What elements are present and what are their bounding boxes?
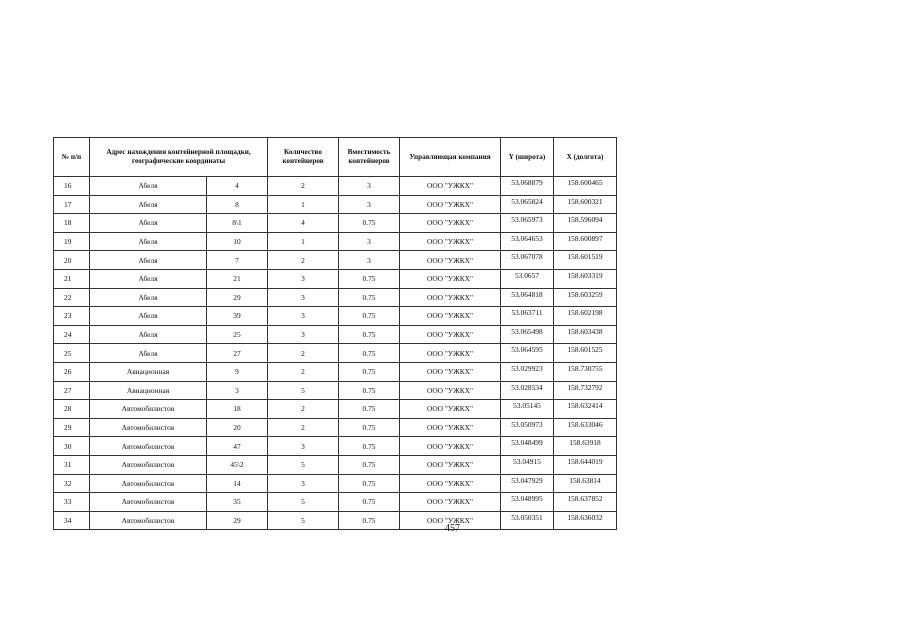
container-capacity: 3 bbox=[339, 251, 400, 270]
container-count: 5 bbox=[268, 455, 339, 474]
management-company: ООО "УЖКХ" bbox=[400, 400, 501, 419]
container-capacity: 0.75 bbox=[339, 325, 400, 344]
container-capacity: 0.75 bbox=[339, 437, 400, 456]
table-row bbox=[54, 418, 617, 437]
management-company: ООО "УЖКХ" bbox=[400, 474, 501, 493]
row-number: 27 bbox=[54, 381, 90, 400]
table-row bbox=[54, 437, 617, 456]
header-num: № п/п bbox=[54, 138, 90, 177]
management-company: ООО "УЖКХ" bbox=[400, 418, 501, 437]
management-company: ООО "УЖКХ" bbox=[400, 455, 501, 474]
management-company: ООО "УЖКХ" bbox=[400, 381, 501, 400]
management-company: ООО "УЖКХ" bbox=[400, 493, 501, 512]
house-number: 10 bbox=[207, 232, 268, 251]
container-count: 3 bbox=[268, 325, 339, 344]
container-capacity: 0.75 bbox=[339, 511, 400, 530]
management-company: ООО "УЖКХ" bbox=[400, 325, 501, 344]
row-number: 24 bbox=[54, 325, 90, 344]
longitude: 158.596094 bbox=[554, 214, 617, 233]
house-number: 21 bbox=[207, 269, 268, 288]
house-number: 8 bbox=[207, 195, 268, 214]
container-capacity: 0.75 bbox=[339, 362, 400, 381]
container-count: 4 bbox=[268, 214, 339, 233]
header-count: Количество контейнеров bbox=[268, 138, 339, 177]
table-row bbox=[54, 269, 617, 288]
row-number: 22 bbox=[54, 288, 90, 307]
table-row bbox=[54, 474, 617, 493]
container-count: 2 bbox=[268, 418, 339, 437]
row-number: 28 bbox=[54, 400, 90, 419]
street-name: Авиационная bbox=[90, 362, 207, 381]
table-row bbox=[54, 344, 617, 363]
table-header-row bbox=[54, 138, 617, 177]
longitude: 158.732792 bbox=[554, 381, 617, 400]
row-number: 16 bbox=[54, 177, 90, 196]
table-row bbox=[54, 455, 617, 474]
container-capacity: 0.75 bbox=[339, 474, 400, 493]
house-number: 14 bbox=[207, 474, 268, 493]
longitude: 158.603259 bbox=[554, 288, 617, 307]
street-name: Абеля bbox=[90, 232, 207, 251]
latitude: 53.065973 bbox=[501, 214, 554, 233]
longitude: 158.632414 bbox=[554, 400, 617, 419]
container-count: 3 bbox=[268, 269, 339, 288]
street-name: Автомобилистов bbox=[90, 493, 207, 512]
house-number: 29 bbox=[207, 511, 268, 530]
latitude: 53.050973 bbox=[501, 418, 554, 437]
longitude: 158.600897 bbox=[554, 232, 617, 251]
container-capacity: 0.75 bbox=[339, 381, 400, 400]
longitude: 158.602198 bbox=[554, 307, 617, 326]
longitude: 158.603319 bbox=[554, 269, 617, 288]
street-name: Абеля bbox=[90, 214, 207, 233]
container-count: 2 bbox=[268, 177, 339, 196]
row-number: 21 bbox=[54, 269, 90, 288]
row-number: 33 bbox=[54, 493, 90, 512]
management-company: ООО "УЖКХ" bbox=[400, 177, 501, 196]
container-capacity: 0.75 bbox=[339, 344, 400, 363]
street-name: Абеля bbox=[90, 251, 207, 270]
management-company: ООО "УЖКХ" bbox=[400, 511, 501, 530]
container-count: 3 bbox=[268, 288, 339, 307]
container-capacity: 3 bbox=[339, 195, 400, 214]
house-number: 9 bbox=[207, 362, 268, 381]
page-number: 457 bbox=[445, 523, 460, 534]
container-capacity: 0.75 bbox=[339, 269, 400, 288]
latitude: 53.065498 bbox=[501, 325, 554, 344]
latitude: 53.068879 bbox=[501, 177, 554, 196]
latitude: 53.047929 bbox=[501, 474, 554, 493]
management-company: ООО "УЖКХ" bbox=[400, 195, 501, 214]
street-name: Автомобилистов bbox=[90, 437, 207, 456]
container-capacity: 3 bbox=[339, 232, 400, 251]
table-row bbox=[54, 325, 617, 344]
header-latitude: Y (широта) bbox=[501, 138, 554, 177]
street-name: Автомобилистов bbox=[90, 418, 207, 437]
container-count: 5 bbox=[268, 511, 339, 530]
table-row bbox=[54, 381, 617, 400]
management-company: ООО "УЖКХ" bbox=[400, 307, 501, 326]
container-capacity: 0.75 bbox=[339, 493, 400, 512]
longitude: 158.63814 bbox=[554, 474, 617, 493]
street-name: Абеля bbox=[90, 325, 207, 344]
table-row bbox=[54, 214, 617, 233]
row-number: 19 bbox=[54, 232, 90, 251]
container-capacity: 0.75 bbox=[339, 214, 400, 233]
row-number: 34 bbox=[54, 511, 90, 530]
longitude: 158.637852 bbox=[554, 493, 617, 512]
latitude: 53.067078 bbox=[501, 251, 554, 270]
table-row bbox=[54, 195, 617, 214]
management-company: ООО "УЖКХ" bbox=[400, 362, 501, 381]
latitude: 53.048995 bbox=[501, 493, 554, 512]
house-number: 8\1 bbox=[207, 214, 268, 233]
row-number: 23 bbox=[54, 307, 90, 326]
container-count: 3 bbox=[268, 474, 339, 493]
house-number: 20 bbox=[207, 418, 268, 437]
longitude: 158.730755 bbox=[554, 362, 617, 381]
row-number: 26 bbox=[54, 362, 90, 381]
header-longitude: X (долгота) bbox=[554, 138, 617, 177]
container-capacity: 0.75 bbox=[339, 455, 400, 474]
container-count: 3 bbox=[268, 437, 339, 456]
container-capacity: 0.75 bbox=[339, 288, 400, 307]
management-company: ООО "УЖКХ" bbox=[400, 269, 501, 288]
house-number: 47 bbox=[207, 437, 268, 456]
longitude: 158.600465 bbox=[554, 177, 617, 196]
latitude: 53.028534 bbox=[501, 381, 554, 400]
row-number: 31 bbox=[54, 455, 90, 474]
street-name: Автомобилистов bbox=[90, 400, 207, 419]
header-address: Адрес нахождения контейнерной площадки, географические координаты bbox=[90, 138, 268, 177]
container-capacity: 0.75 bbox=[339, 418, 400, 437]
street-name: Абеля bbox=[90, 344, 207, 363]
street-name: Автомобилистов bbox=[90, 455, 207, 474]
longitude: 158.601519 bbox=[554, 251, 617, 270]
table-row bbox=[54, 493, 617, 512]
street-name: Абеля bbox=[90, 195, 207, 214]
longitude: 158.644019 bbox=[554, 455, 617, 474]
latitude: 53.05145 bbox=[501, 400, 554, 419]
latitude: 53.029923 bbox=[501, 362, 554, 381]
container-count: 1 bbox=[268, 232, 339, 251]
table-row bbox=[54, 362, 617, 381]
management-company: ООО "УЖКХ" bbox=[400, 232, 501, 251]
header-company: Управляющая компания bbox=[400, 138, 501, 177]
house-number: 27 bbox=[207, 344, 268, 363]
house-number: 4 bbox=[207, 177, 268, 196]
container-count: 5 bbox=[268, 493, 339, 512]
street-name: Абеля bbox=[90, 307, 207, 326]
management-company: ООО "УЖКХ" bbox=[400, 344, 501, 363]
latitude: 53.04915 bbox=[501, 455, 554, 474]
table-body bbox=[54, 177, 617, 530]
longitude: 158.633046 bbox=[554, 418, 617, 437]
street-name: Автомобилистов bbox=[90, 474, 207, 493]
container-count: 1 bbox=[268, 195, 339, 214]
container-count: 2 bbox=[268, 362, 339, 381]
street-name: Автомобилистов bbox=[90, 511, 207, 530]
container-capacity: 3 bbox=[339, 177, 400, 196]
house-number: 3 bbox=[207, 381, 268, 400]
longitude: 158.603438 bbox=[554, 325, 617, 344]
container-capacity: 0.75 bbox=[339, 307, 400, 326]
house-number: 45\2 bbox=[207, 455, 268, 474]
latitude: 53.063711 bbox=[501, 307, 554, 326]
table-row bbox=[54, 288, 617, 307]
container-count: 2 bbox=[268, 344, 339, 363]
management-company: ООО "УЖКХ" bbox=[400, 437, 501, 456]
house-number: 18 bbox=[207, 400, 268, 419]
house-number: 29 bbox=[207, 288, 268, 307]
latitude: 53.064595 bbox=[501, 344, 554, 363]
container-count: 3 bbox=[268, 307, 339, 326]
house-number: 7 bbox=[207, 251, 268, 270]
latitude: 53.050351 bbox=[501, 511, 554, 530]
management-company: ООО "УЖКХ" bbox=[400, 214, 501, 233]
container-count: 2 bbox=[268, 251, 339, 270]
table-row bbox=[54, 400, 617, 419]
container-count: 5 bbox=[268, 381, 339, 400]
table-row bbox=[54, 251, 617, 270]
container-count: 2 bbox=[268, 400, 339, 419]
row-number: 25 bbox=[54, 344, 90, 363]
street-name: Абеля bbox=[90, 269, 207, 288]
management-company: ООО "УЖКХ" bbox=[400, 288, 501, 307]
management-company: ООО "УЖКХ" bbox=[400, 251, 501, 270]
street-name: Абеля bbox=[90, 177, 207, 196]
row-number: 29 bbox=[54, 418, 90, 437]
latitude: 53.0657 bbox=[501, 269, 554, 288]
table-row bbox=[54, 232, 617, 251]
row-number: 30 bbox=[54, 437, 90, 456]
row-number: 18 bbox=[54, 214, 90, 233]
row-number: 17 bbox=[54, 195, 90, 214]
longitude: 158.600321 bbox=[554, 195, 617, 214]
row-number: 20 bbox=[54, 251, 90, 270]
table-row bbox=[54, 307, 617, 326]
latitude: 53.064818 bbox=[501, 288, 554, 307]
longitude: 158.601525 bbox=[554, 344, 617, 363]
latitude: 53.048499 bbox=[501, 437, 554, 456]
longitude: 158.63918 bbox=[554, 437, 617, 456]
house-number: 25 bbox=[207, 325, 268, 344]
street-name: Авиационная bbox=[90, 381, 207, 400]
longitude: 158.636032 bbox=[554, 511, 617, 530]
latitude: 53.065824 bbox=[501, 195, 554, 214]
house-number: 39 bbox=[207, 307, 268, 326]
row-number: 32 bbox=[54, 474, 90, 493]
container-capacity: 0.75 bbox=[339, 400, 400, 419]
header-capacity: Вместимость контейнеров bbox=[339, 138, 400, 177]
latitude: 53.064653 bbox=[501, 232, 554, 251]
container-sites-table bbox=[53, 137, 617, 530]
house-number: 35 bbox=[207, 493, 268, 512]
table-row bbox=[54, 177, 617, 196]
street-name: Абеля bbox=[90, 288, 207, 307]
